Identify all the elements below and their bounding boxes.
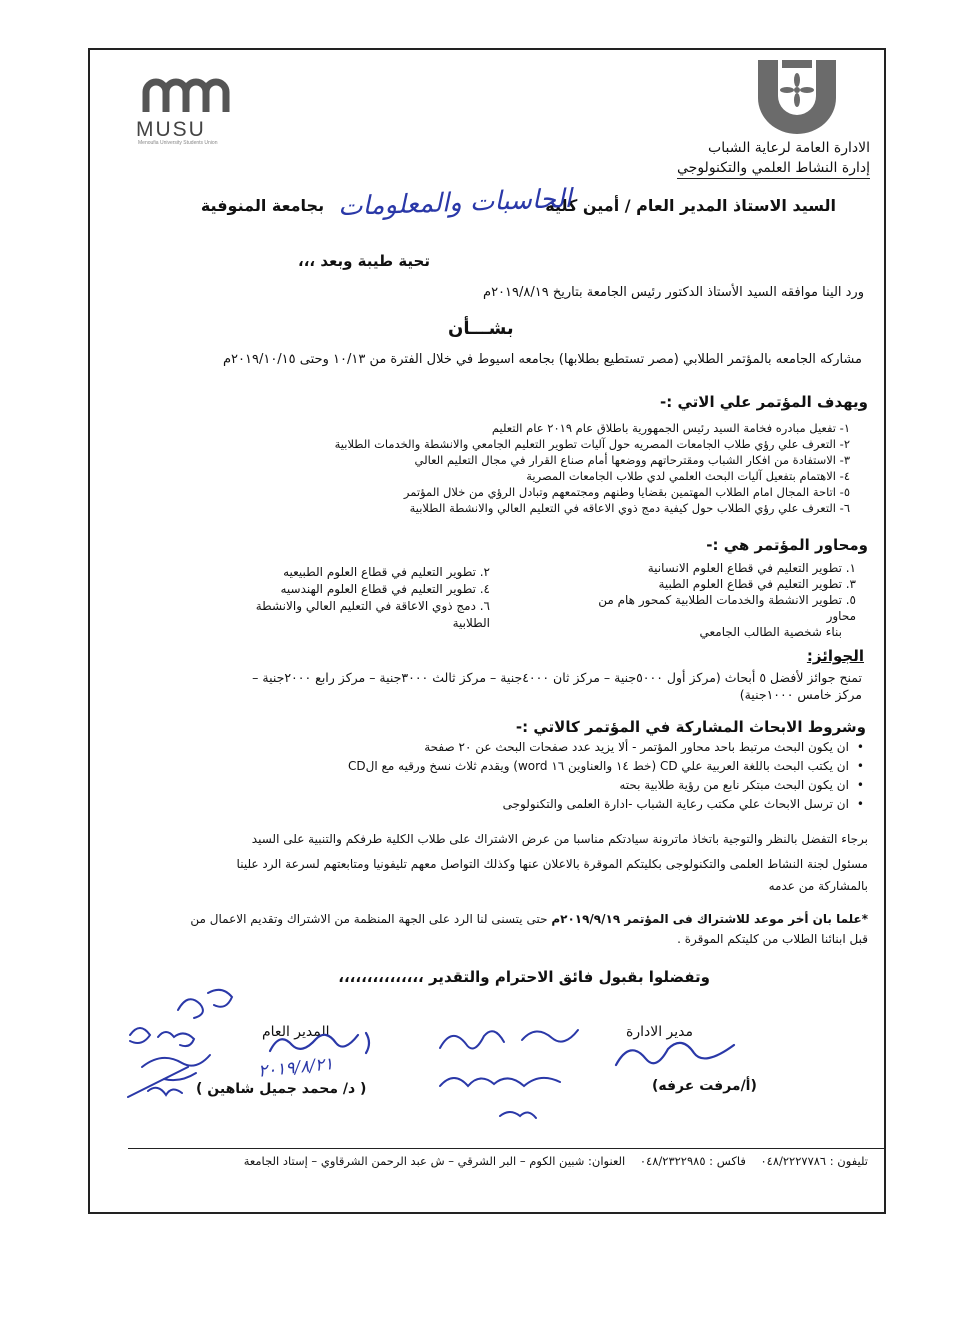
director-name: ( د/ محمد جميل شاهين ) [196, 1081, 367, 1097]
footer-phone: تليفون : ٠٤٨/٢٢٢٧٧٨٦ [760, 1154, 868, 1168]
org-line-2: إدارة النشاط العلمي والتكنولوجي [677, 158, 870, 179]
closing-line-2: مسئول لجنة النشاط العلمى والتكنولوجى بكليتكم الموقرة بالاعلان عنها وكذلك التواصل معهم تليفونيا ومتابعتهم لسرعة الرد علينا [236, 857, 868, 871]
salutation-suffix: بجامعة المنوفية [200, 196, 325, 215]
issuing-department [677, 138, 870, 179]
handwritten-annotation-left [108, 975, 258, 1115]
goal-item: ٣- الاستفادة من افكار الشباب ومقترحاتهم ووضعها أمام صناع القرار في مجال التعليم العالي [414, 453, 850, 467]
footer [98, 1154, 868, 1168]
goal-item: ٢- التعرف علي رؤي طلاب الجامعات المصريه حول آليات تطوير التعليم الجامعي والانشطة والخدمات الطلابية [334, 437, 850, 451]
greeting: تحية طيبة وبعد ،،، [298, 252, 430, 270]
salutation-prefix: السيد الاستاذ المدير العام / أمين كلية [545, 196, 836, 215]
handwritten-college-name: الحاسبات والمعلومات [337, 183, 573, 223]
musu-tagline: Menoufia University Students Union [138, 140, 218, 146]
axes-title: ومحاور المؤتمر هي :- [706, 536, 868, 554]
footer-fax: فاكس : ٠٤٨/٢٣٢٢٩٨٥ [639, 1154, 746, 1168]
bullet-icon: • [856, 778, 864, 792]
farewell: وتفضلوا بقبول فائق الاحترام والتقدير ،،،،،،،،،،،،،،، [338, 968, 710, 986]
condition-item: •ان يكون البحث مبتكر نابع من رؤية طلابية بحته [619, 778, 864, 792]
closing-line-3: بالمشاركة من عدمه [768, 879, 868, 893]
conditions-title: وشروط الابحاث المشاركة في المؤتمر كالاتي :- [515, 718, 866, 736]
axis-item: ٢. تطوير التعليم في قطاع العلوم الطبيعيه [283, 565, 490, 579]
axes-left-column [230, 564, 490, 632]
goals-section [660, 393, 868, 411]
director-signature [262, 1025, 382, 1065]
goal-item: ١- تفعيل مبادره فخامة السيد رئيس الجمهورية باطلاق عام ٢٠١٩ عام التعليم [491, 421, 850, 435]
condition-item: •ان يكتب البحث باللغة العربية علي CD (خط ١٤ والعناوين ١٦ word) ويقدم ثلاث نسخ ورقيه مع الCD [348, 759, 864, 773]
goals-list [150, 420, 850, 516]
bullet-icon: • [856, 797, 864, 811]
prizes-line-1: تمنح جوائز لأفضل ٥ أبحاث (مركز أول ٥٠٠٠جنية – مركز ثان ٤٠٠٠جنية – مركز ثالث ٣٠٠٠جنية – مركز رابع ٢٠٠٠جنية – [252, 670, 862, 685]
deadline-bold: *علما بان أخر موعد للاشتراك فى المؤتمر ٢٠١٩/٩/١٩م [551, 912, 868, 926]
deadline-note [88, 909, 868, 949]
subject-heading: بشـــأن [448, 318, 514, 339]
manager-signature [610, 1035, 740, 1080]
footer-address: العنوان: شبين الكوم – البر الشرقي – ش عبد الرحمن الشرقاوي – إستاد الجامعة [243, 1154, 626, 1168]
deadline-rest: حتى يتسنى لنا الرد على الجهة المنظمة من الاشتراك وتقديم الاعمال من [190, 912, 548, 926]
handwritten-date: ٢٠١٩/٨/٢١ [257, 1054, 335, 1082]
condition-item: •ان ترسل الابحاث علي مكتب رعاية الشباب -ادارة العلمى والتكنولوجى [502, 797, 864, 811]
prizes-line-2: مركز خامس ١٠٠٠جنية) [739, 687, 862, 702]
conditions-list [144, 738, 864, 814]
deadline-line-2: قبل ابنائنا الطلاب من كليتكم الموقرة . [677, 932, 868, 946]
goal-item: ٦- التعرف علي رؤي الطلاب حول كيفية دمج ذوي الاعاقه في التعليم العالي والانشطة الطلابية [409, 501, 850, 515]
participation-line: مشاركه الجامعه بالمؤتمر الطلابي (مصر تستطيع بطلابها) بجامعه اسيوط في خلال الفترة من ١٠/١٣ وحتى ٢٠١٩/١٠/١٥م [222, 352, 862, 367]
bullet-icon: • [856, 759, 864, 773]
director-title: المدير العام [262, 1024, 330, 1040]
intro-line: ورد الينا موافقه السيد الأستاذ الدكتور رئيس الجامعة بتاريخ ٢٠١٩/٨/١٩م [483, 285, 864, 300]
goal-item: ٤- الاهتمام بتفعيل آليات البحث العلمي لدي طلاب الجامعات المصرية [526, 469, 850, 483]
axis-item: ٥. تطوير الانشطة والخدمات الطلابية كمحور هام من محاور [598, 593, 856, 623]
middle-signature [430, 1020, 600, 1125]
axis-item: ٣. تطوير التعليم في قطاع العلوم الطبية [658, 577, 856, 591]
axis-item: ١. تطوير التعليم في قطاع العلوم الانسانية [647, 561, 856, 575]
axis-item: ٦. دمج ذوي الاعاقة في التعليم العالي والانشطة الطلابية [255, 599, 490, 630]
musu-logo-text: MUSU [136, 118, 206, 141]
condition-item: •ان يكون البحث مرتبط باحد محاور المؤتمر - ألا يزيد عدد صفحات البحث عن ٢٠ صفحة [424, 740, 864, 754]
org-line-1: الادارة العامة لرعاية الشباب [708, 140, 870, 156]
axes-right-column [566, 560, 856, 640]
manager-name: (أ/مرفت عرفه) [652, 1078, 757, 1094]
prizes-title: الجوائز: [806, 647, 864, 665]
footer-divider [128, 1148, 884, 1149]
goals-title: ويهدف المؤتمر علي الاتي :- [660, 393, 868, 411]
closing-line-1: برجاء التفضل بالنظر والتوجية باتخاذ ماترونة سيادتكم مناسبا من عرض الاشتراك على طلاب الكلية طرفكم والتنبية على السيد [251, 832, 868, 846]
university-logo [752, 58, 842, 134]
goal-item: ٥- اتاحة المجال امام الطلاب المهتمين بقضايا وطنهم ومجتمعهم وتبادل الرؤي من خلال المؤتمر [403, 485, 850, 499]
axis-item: ٤. تطوير التعليم في قطاع العلوم الهندسيه [280, 582, 490, 596]
closing-paragraph [88, 827, 868, 895]
manager-title: مدير الادارة [626, 1024, 694, 1040]
prizes-text [112, 669, 862, 703]
axis-item: بناء شخصية الطالب الجامعي [699, 625, 842, 639]
bullet-icon: • [856, 740, 864, 754]
